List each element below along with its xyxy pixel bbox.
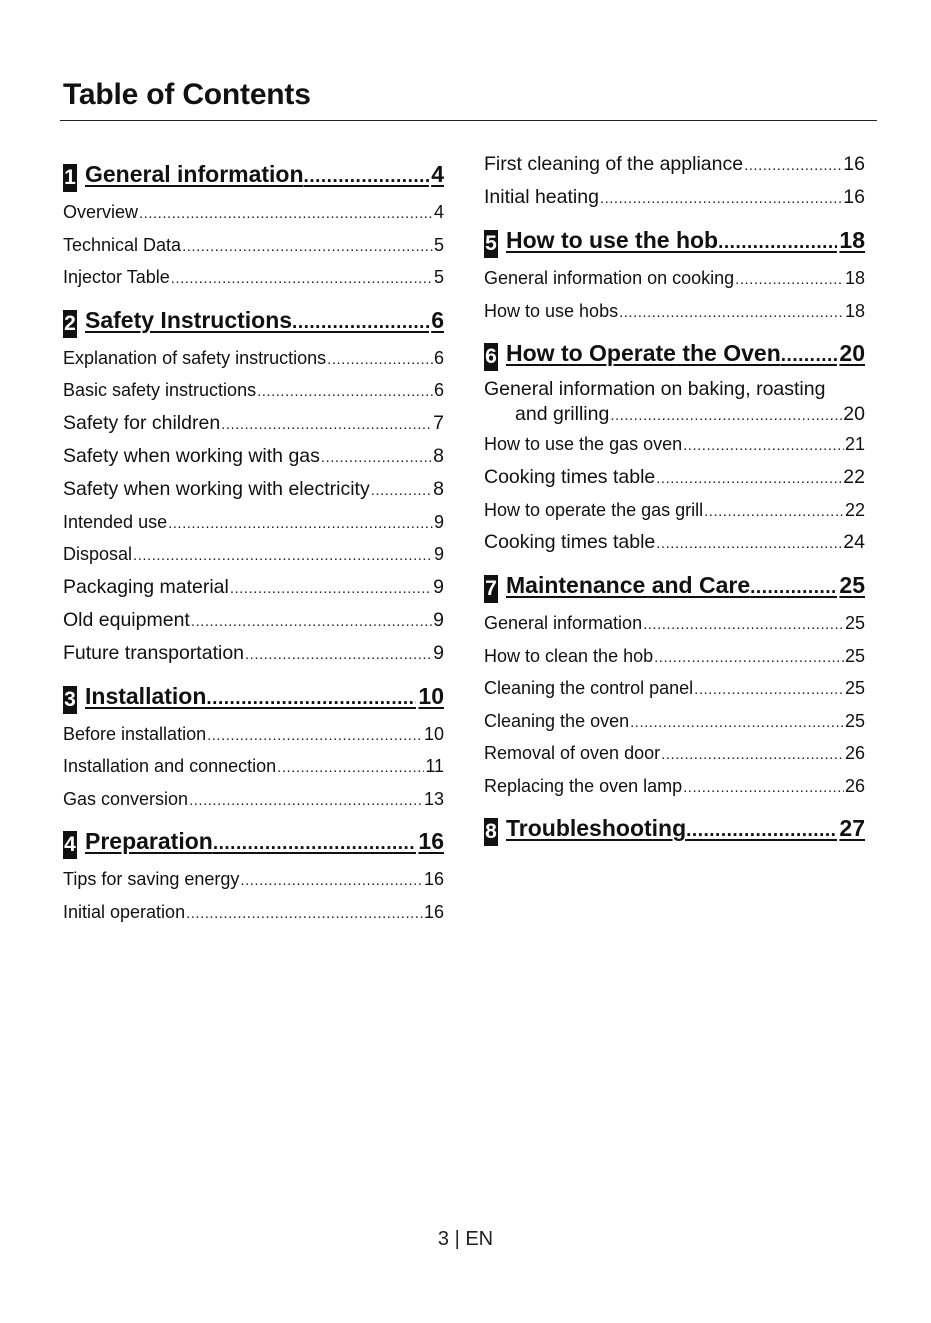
- title-divider: [60, 120, 877, 121]
- section-number-badge: 8: [484, 818, 498, 846]
- toc-entry[interactable]: [63, 440, 444, 473]
- toc-entry[interactable]: [63, 261, 444, 294]
- entry-title: Safety for children: [63, 411, 221, 434]
- page-number: 10: [418, 682, 444, 709]
- page-number: 6: [433, 347, 444, 368]
- toc-entry[interactable]: [63, 342, 444, 375]
- page-title: Table of Contents: [63, 78, 311, 111]
- dot-leader: [245, 638, 432, 671]
- dot-leader: [718, 225, 837, 261]
- dot-leader: [744, 149, 842, 182]
- page-number: 10: [423, 723, 444, 744]
- dot-leader: [292, 305, 429, 341]
- dot-leader: [213, 826, 417, 862]
- dot-leader: [191, 605, 432, 638]
- dot-leader: [230, 572, 432, 605]
- entry-title: Replacing the oven lamp: [484, 775, 683, 796]
- entry-title: How to operate the gas grill: [484, 499, 704, 520]
- toc-entry[interactable]: [484, 428, 865, 461]
- dot-leader: [257, 376, 433, 409]
- entry-title: Technical Data: [63, 234, 182, 255]
- toc-entry[interactable]: [63, 473, 444, 506]
- toc-column-left: [63, 148, 444, 928]
- toc-entry[interactable]: [63, 750, 444, 783]
- page-number: 25: [839, 572, 865, 598]
- toc-section-heading[interactable]: [63, 678, 444, 714]
- dot-leader: [656, 462, 842, 495]
- dot-leader: [610, 403, 842, 428]
- dot-leader: [304, 159, 430, 195]
- page-number: 9: [433, 608, 444, 631]
- toc-entry[interactable]: [484, 526, 865, 559]
- entry-title: Cooking times table: [484, 531, 656, 553]
- toc-entry[interactable]: [484, 295, 865, 328]
- page-number: 25: [844, 678, 865, 698]
- entry-title: Cleaning the oven: [484, 710, 630, 731]
- page-number: 9: [433, 511, 444, 532]
- section-number-badge: 7: [484, 575, 498, 603]
- dot-leader: [186, 898, 423, 931]
- dot-leader: [277, 752, 424, 785]
- dot-leader: [683, 772, 844, 805]
- page-number: 25: [844, 613, 865, 633]
- page-number: 16: [423, 869, 444, 889]
- page-number: 5: [433, 234, 444, 255]
- toc-entry[interactable]: [63, 538, 444, 571]
- toc-entry[interactable]: [63, 407, 444, 440]
- page-number: 6: [433, 380, 444, 400]
- page-number: 18: [839, 227, 865, 253]
- entry-title: Safety when working with gas: [63, 444, 320, 467]
- dot-leader: [619, 297, 844, 330]
- toc-entry[interactable]: [63, 718, 444, 751]
- entry-title: and grilling: [515, 403, 610, 425]
- page-number: 18: [844, 300, 865, 321]
- entry-title: Future transportation: [63, 641, 245, 664]
- dot-leader: [139, 198, 433, 231]
- page-number: 22: [844, 499, 865, 520]
- entry-title: Initial heating: [484, 186, 599, 208]
- page-number: 24: [843, 531, 865, 553]
- toc-entry[interactable]: [484, 770, 865, 803]
- toc-entry[interactable]: [484, 705, 865, 738]
- page-number: 22: [843, 465, 865, 488]
- page-number: 16: [418, 828, 444, 854]
- entry-title-continuation: [484, 402, 865, 428]
- dot-leader: [735, 264, 844, 297]
- section-title: General information: [85, 161, 304, 187]
- page-number: 26: [844, 743, 865, 763]
- toc-section-heading[interactable]: [484, 335, 865, 371]
- dot-leader: [371, 474, 432, 507]
- toc-entry[interactable]: [484, 461, 865, 494]
- entry-title: General information on baking, roasting: [484, 378, 826, 400]
- section-number-badge: 6: [484, 343, 498, 371]
- page-number: 21: [844, 434, 865, 454]
- dot-leader: [750, 570, 837, 606]
- dot-leader: [686, 813, 837, 849]
- toc-entry[interactable]: [63, 604, 444, 637]
- toc-entry[interactable]: [63, 637, 444, 670]
- toc-entry[interactable]: [63, 783, 444, 816]
- toc-section-heading[interactable]: [63, 302, 444, 338]
- dot-leader: [240, 865, 423, 898]
- dot-leader: [168, 508, 433, 541]
- dot-leader: [189, 785, 423, 818]
- entry-title: Explanation of safety instructions: [63, 347, 327, 368]
- dot-leader: [656, 527, 842, 560]
- entry-title: Cleaning the control panel: [484, 678, 694, 698]
- page-number: 20: [843, 403, 865, 425]
- entry-title: Injector Table: [63, 267, 170, 287]
- page-footer: 3 | EN: [437, 1228, 494, 1250]
- page-number: 27: [839, 815, 865, 841]
- section-number-badge: 1: [63, 164, 77, 192]
- dot-leader: [206, 681, 416, 717]
- dot-leader: [683, 430, 844, 463]
- page-number: 8: [433, 477, 444, 500]
- toc-entry[interactable]: [63, 896, 444, 929]
- page-number: 5: [433, 267, 444, 287]
- entry-title: How to use hobs: [484, 300, 619, 321]
- toc-entry[interactable]: [484, 672, 865, 705]
- page-number: 13: [423, 788, 444, 809]
- page-number: 20: [839, 340, 865, 366]
- entry-title: Tips for saving energy: [63, 869, 240, 889]
- entry-title: Removal of oven door: [484, 743, 661, 763]
- toc-column-right: [484, 148, 865, 850]
- entry-title: Gas conversion: [63, 788, 189, 809]
- dot-leader: [661, 739, 844, 772]
- page-number: 9: [433, 544, 444, 564]
- page-number: 18: [844, 268, 865, 288]
- toc-section-heading[interactable]: [63, 823, 444, 859]
- section-title: How to use the hob: [506, 227, 719, 253]
- page-number: 25: [844, 645, 865, 666]
- dot-leader: [643, 609, 844, 642]
- page-number: 9: [433, 575, 444, 598]
- page-number: 16: [423, 901, 444, 922]
- dot-leader: [327, 344, 433, 377]
- section-title: Safety Instructions: [85, 306, 293, 333]
- page-number: 7: [433, 411, 444, 434]
- entry-title: General information on cooking: [484, 268, 735, 288]
- toc-section-heading[interactable]: [484, 810, 865, 846]
- toc-section-heading[interactable]: [484, 567, 865, 603]
- entry-title: Basic safety instructions: [63, 380, 257, 400]
- dot-leader: [182, 231, 433, 264]
- entry-title: Packaging material: [63, 575, 229, 598]
- dot-leader: [781, 338, 838, 374]
- toc-entry[interactable]: [484, 262, 865, 295]
- page-number: 8: [433, 444, 444, 467]
- entry-title: Disposal: [63, 544, 133, 564]
- toc-entry[interactable]: [484, 375, 865, 428]
- page-number: 4: [431, 161, 444, 187]
- section-title: How to Operate the Oven: [506, 340, 781, 366]
- entry-title: Old equipment: [63, 608, 190, 631]
- toc-entry[interactable]: [484, 640, 865, 673]
- page-number: 6: [431, 306, 444, 333]
- section-title: Installation: [85, 682, 207, 709]
- section-title: Preparation: [85, 828, 213, 854]
- section-number-badge: 3: [63, 686, 77, 714]
- page-number: 25: [844, 710, 865, 731]
- toc-entry[interactable]: [484, 148, 865, 181]
- entry-title: How to use the gas oven: [484, 434, 683, 454]
- toc-entry[interactable]: [63, 374, 444, 407]
- toc-entry[interactable]: [63, 506, 444, 539]
- page-number: 9: [433, 641, 444, 664]
- entry-title: Before installation: [63, 723, 207, 744]
- entry-title: Cooking times table: [484, 465, 656, 488]
- dot-leader: [321, 441, 432, 474]
- toc-entry[interactable]: [63, 196, 444, 229]
- entry-title: Installation and connection: [63, 756, 277, 776]
- toc-entry[interactable]: [484, 737, 865, 770]
- toc-entry[interactable]: [484, 494, 865, 527]
- dot-leader: [207, 720, 423, 753]
- toc-entry[interactable]: [63, 863, 444, 896]
- dot-leader: [654, 642, 844, 675]
- page-number: 4: [433, 202, 444, 222]
- dot-leader: [171, 263, 433, 296]
- entry-title: General information: [484, 613, 643, 633]
- toc-entry[interactable]: [484, 181, 865, 214]
- section-title: Maintenance and Care: [506, 572, 751, 598]
- toc-entry[interactable]: [63, 571, 444, 604]
- dot-leader: [630, 707, 844, 740]
- entry-title: Safety when working with electricity: [63, 477, 370, 500]
- dot-leader: [694, 674, 844, 707]
- entry-title: First cleaning of the appliance: [484, 153, 744, 175]
- entry-title: How to clean the hob: [484, 645, 654, 666]
- toc-section-heading[interactable]: [63, 156, 444, 192]
- section-title: Troubleshooting: [506, 815, 687, 841]
- dot-leader: [600, 182, 842, 215]
- entry-title: Intended use: [63, 511, 168, 532]
- toc-section-heading[interactable]: [484, 222, 865, 258]
- section-number-badge: 4: [63, 831, 77, 859]
- page-number: 16: [843, 153, 865, 175]
- page-number: 11: [425, 756, 444, 776]
- entry-title: Initial operation: [63, 901, 186, 922]
- page-number: 16: [843, 186, 865, 208]
- page-number: 26: [844, 775, 865, 796]
- section-number-badge: 2: [63, 310, 77, 338]
- toc-entry[interactable]: [63, 229, 444, 262]
- dot-leader: [704, 496, 844, 529]
- dot-leader: [133, 540, 433, 573]
- dot-leader: [221, 408, 432, 441]
- entry-title: Overview: [63, 202, 139, 222]
- toc-entry[interactable]: [484, 607, 865, 640]
- section-number-badge: 5: [484, 230, 498, 258]
